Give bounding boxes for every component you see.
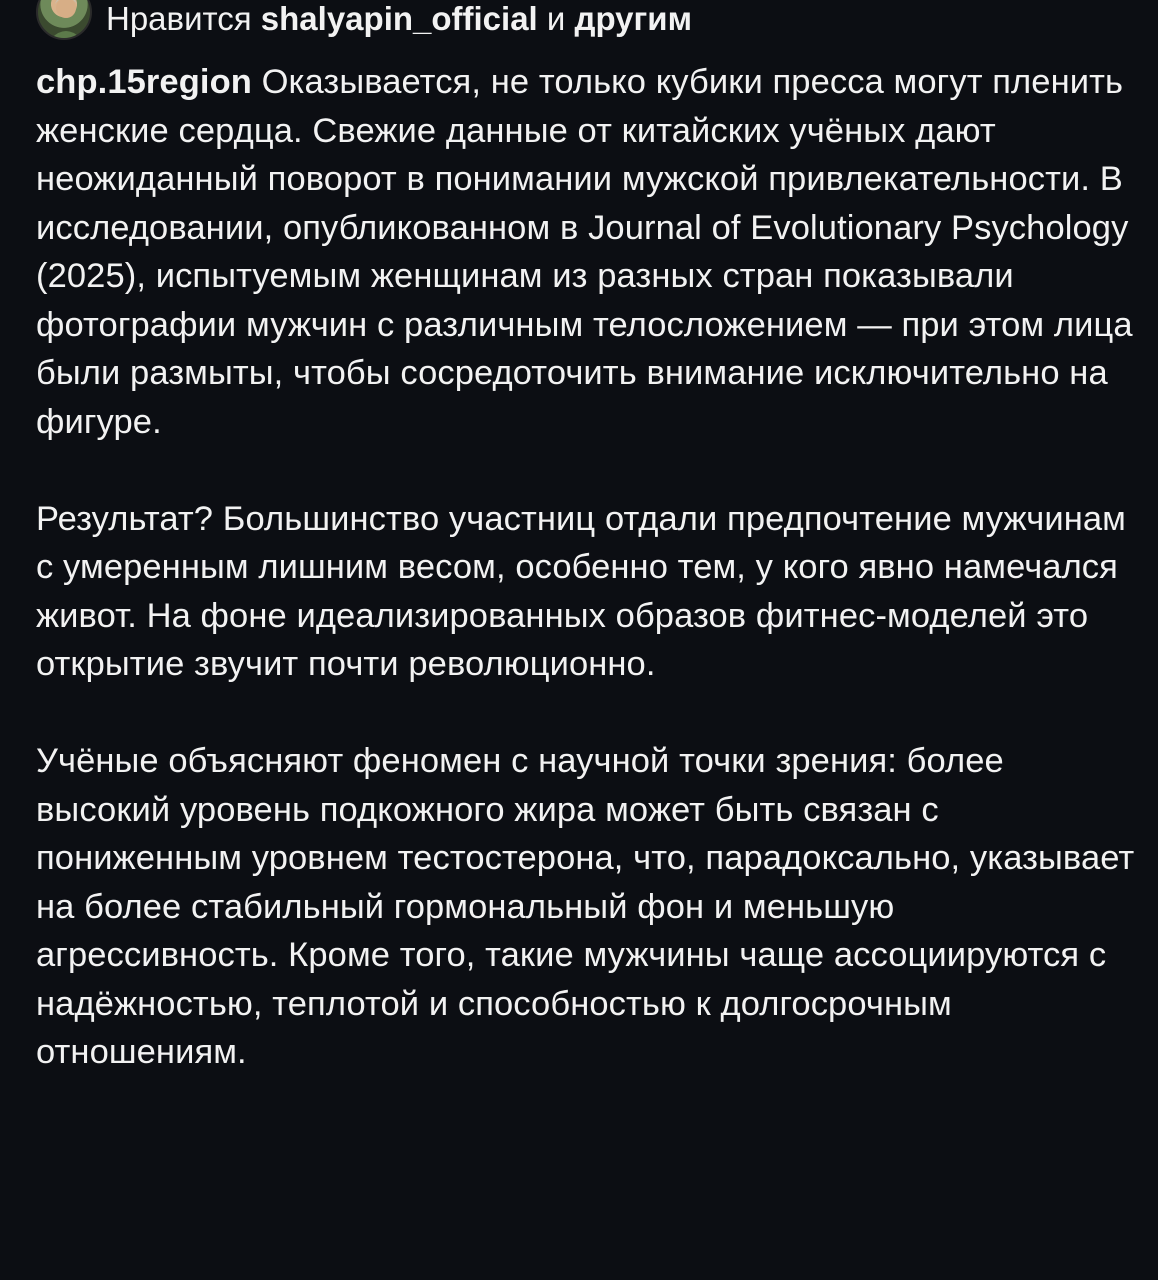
likes-row (36, 0, 692, 44)
avatar-photo-icon (38, 0, 92, 40)
caption-paragraph-1 (36, 58, 1136, 446)
post-caption (36, 58, 1136, 1077)
author-username-link[interactable]: chp.15region (36, 63, 252, 101)
caption-paragraph-3: Учёные объясняют феномен с научной точки зрения: более высокий уровень подкожного жира может быть связан с пониженным уровнем тестостерона, что, парадоксально, указывает на более стабильный гормональный фон и меньшую агрессивность. Кроме того, такие мужчины чаще ассоциируются с надёжностью, теплотой и способностью к долгосрочным отношениям. (36, 742, 1135, 1071)
likes-summary (106, 1, 692, 37)
caption-paragraph-2: Результат? Большинство участниц отдали предпочтение мужчинам с умеренным лишним весом, особенно тем, у кого явно намечался живот. На фоне идеализированных образов фитнес-моделей это открытие звучит почти революционно. (36, 499, 1126, 683)
likes-connector: и (546, 0, 566, 37)
liker-avatar[interactable] (36, 0, 92, 40)
likes-prefix: Нравится (106, 0, 252, 37)
others-likes-link[interactable]: другим (574, 0, 692, 37)
liker-username-link[interactable]: shalyapin_official (260, 0, 538, 37)
caption-paragraph-1-text: Оказывается, не только кубики пресса могут пленить женские сердца. Свежие данные от китайских учёных дают неожиданный поворот в понимании мужской привлекательности. В исследовании, опубликованном в Journal of Evolutionary Psychology (2025), испытуемым женщинам из разных стран показывали фотографии мужчин с различным телосложением — при этом лица были размыты, чтобы сосредоточить внимание исключительно на фигуре. (36, 63, 1133, 441)
